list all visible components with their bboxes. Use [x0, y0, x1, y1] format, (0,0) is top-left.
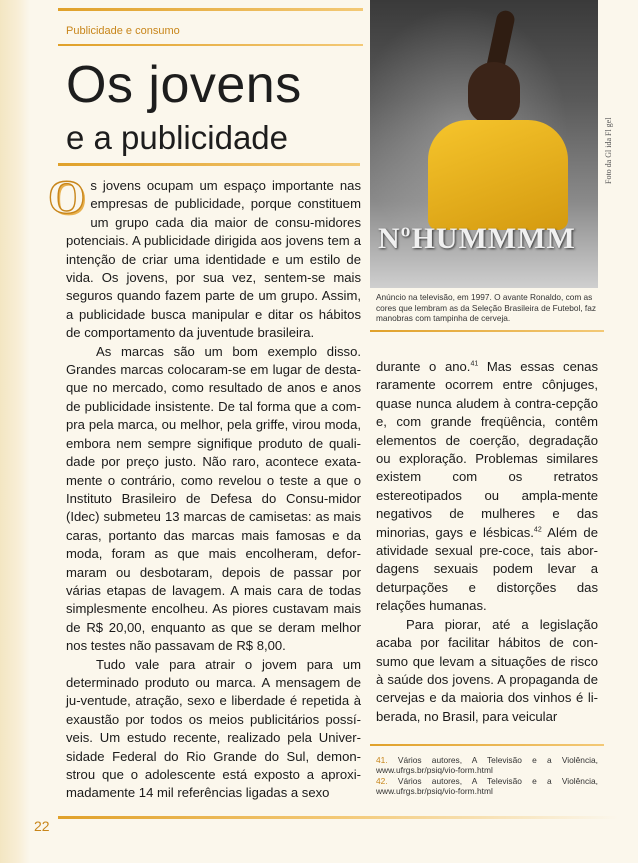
right-column — [376, 358, 598, 726]
section-label: Publicidade e consumo — [66, 25, 180, 37]
left-column — [48, 171, 361, 803]
photo-credit: Foto da Gl ida Fl gel — [604, 117, 613, 184]
footnote-ref-41: 41 — [470, 360, 479, 368]
paragraph-3: Tudo vale para atrair o jovem para um determinado produto ou marca. A mensagem de ju-ventude, atração, sexo e liberdade é repetida à exaustão por todos os meios publicitários possí-veis. Um estudo recente, realizado pela Univer-sidade Federal do Rio Grande do Sul, demon-strou que o adolescente está exposto a aproxi-madamente 14 mil referências ligadas a sexo — [66, 656, 361, 801]
footnote-rule — [370, 744, 604, 746]
top-rule — [58, 8, 363, 11]
right-text-a: durante o ano. — [376, 359, 471, 374]
section-rule — [58, 44, 363, 46]
footnote-number: 42. — [376, 775, 388, 786]
photo-person-head — [468, 62, 520, 124]
right-paragraph-2: Para piorar, até a legislação acaba por facilitar hábitos de con-sumo que levam a situações de risco à saúde dos jovens. A propaganda de cervejas e da maioria dos vinhos é li-berada, no Brasil, para veicular — [376, 616, 598, 724]
dropcap: O — [48, 171, 86, 224]
paragraph-1 — [48, 171, 361, 343]
right-paragraph-1 — [376, 358, 598, 616]
right-text-b: Mas essas cenas raramente ocorrem entre cônjuges, quase nunca aludem à contra-cepção e, com grande freqüência, contêm elementos de coerção, degradação ou exploração. Problemas similares existem com os retratos estereotipados ou ampla-mente negativos de mulheres e das minorias, gays e lésbicas. — [376, 359, 599, 540]
page-number: 22 — [34, 818, 50, 834]
footnote-ref-42: 42 — [533, 526, 542, 534]
photo-yellow-shirt — [428, 120, 568, 230]
footnote-text: Vários autores, A Televisão e a Violência, www.ufrgs.br/psiq/vio-form.html — [376, 755, 598, 776]
right-text-c: Além de atividade sexual pre-coce, tais abor-dagens sexuais podem levar a deturpações e distorções das relações humanas. — [376, 524, 598, 614]
left-margin-strip — [0, 0, 30, 863]
bottom-rule — [58, 816, 618, 819]
footnote-42 — [376, 776, 598, 797]
caption-rule — [370, 330, 604, 332]
paragraph-1-text: s jovens ocupam um espaço importante nas empresas de publicidade, porque constituem um grupo cada dia maior de consu-midores potenciais. A publicidade dirigida aos jovens tem a intenção de criar uma identidade e um estilo de vida. Os jovens, por sua vez, sentem-se mais seguros quando fazem parte de um grupo. Assim, a publicidade busca manipular e ditar os hábitos de comportamento da juventude brasileira. — [66, 178, 361, 341]
advertisement-photo — [370, 0, 598, 288]
footnote-41 — [376, 755, 598, 776]
title-rule — [58, 163, 360, 166]
footnote-number: 41. — [376, 755, 388, 765]
article-title: Os jovens — [66, 56, 302, 114]
article-subtitle: e a publicidade — [66, 119, 289, 156]
footnotes — [376, 755, 598, 797]
paragraph-2: As marcas são um bom exemplo disso. Grandes marcas colocaram-se em lugar de desta-que no mercado, como resultado de anos e anos de publicidade insistente. De tal forma que a com-pra pela marca, ou melhor, pela griffe, virou moda, embora nem sempre signifique produto de quali-dade por preço justo. Não raro, acontece exata-mente o contrário, como revelou o teste a que o Instituto Brasileiro de Defesa do Consu-midor (Idec) submeteu 13 marcas de camisetas: as mais caras, portanto das marcas mais famosas e da moda, foram as que mais encolheram, defor-maram ou desbotaram, depois de passar por várias etapas de lavagem. A mais cara de todas simplesmente encolheu. As piores custavam mais de R$ 20,00, enquanto as que se deram melhor nos testes não passavam de R$ 8,00. — [66, 343, 361, 654]
footnote-text: Vários autores, A Televisão e a Violência, www.ufrgs.br/psiq/vio-form.html — [376, 775, 598, 797]
photo-overlay-text: NºHUMMMM — [378, 222, 576, 255]
photo-caption: Anúncio na televisão, em 1997. O avante Ronaldo, com as cores que lembram as da Seleção Brasileira de Futebol, faz manobras com tampinha de cerveja. — [376, 292, 596, 324]
